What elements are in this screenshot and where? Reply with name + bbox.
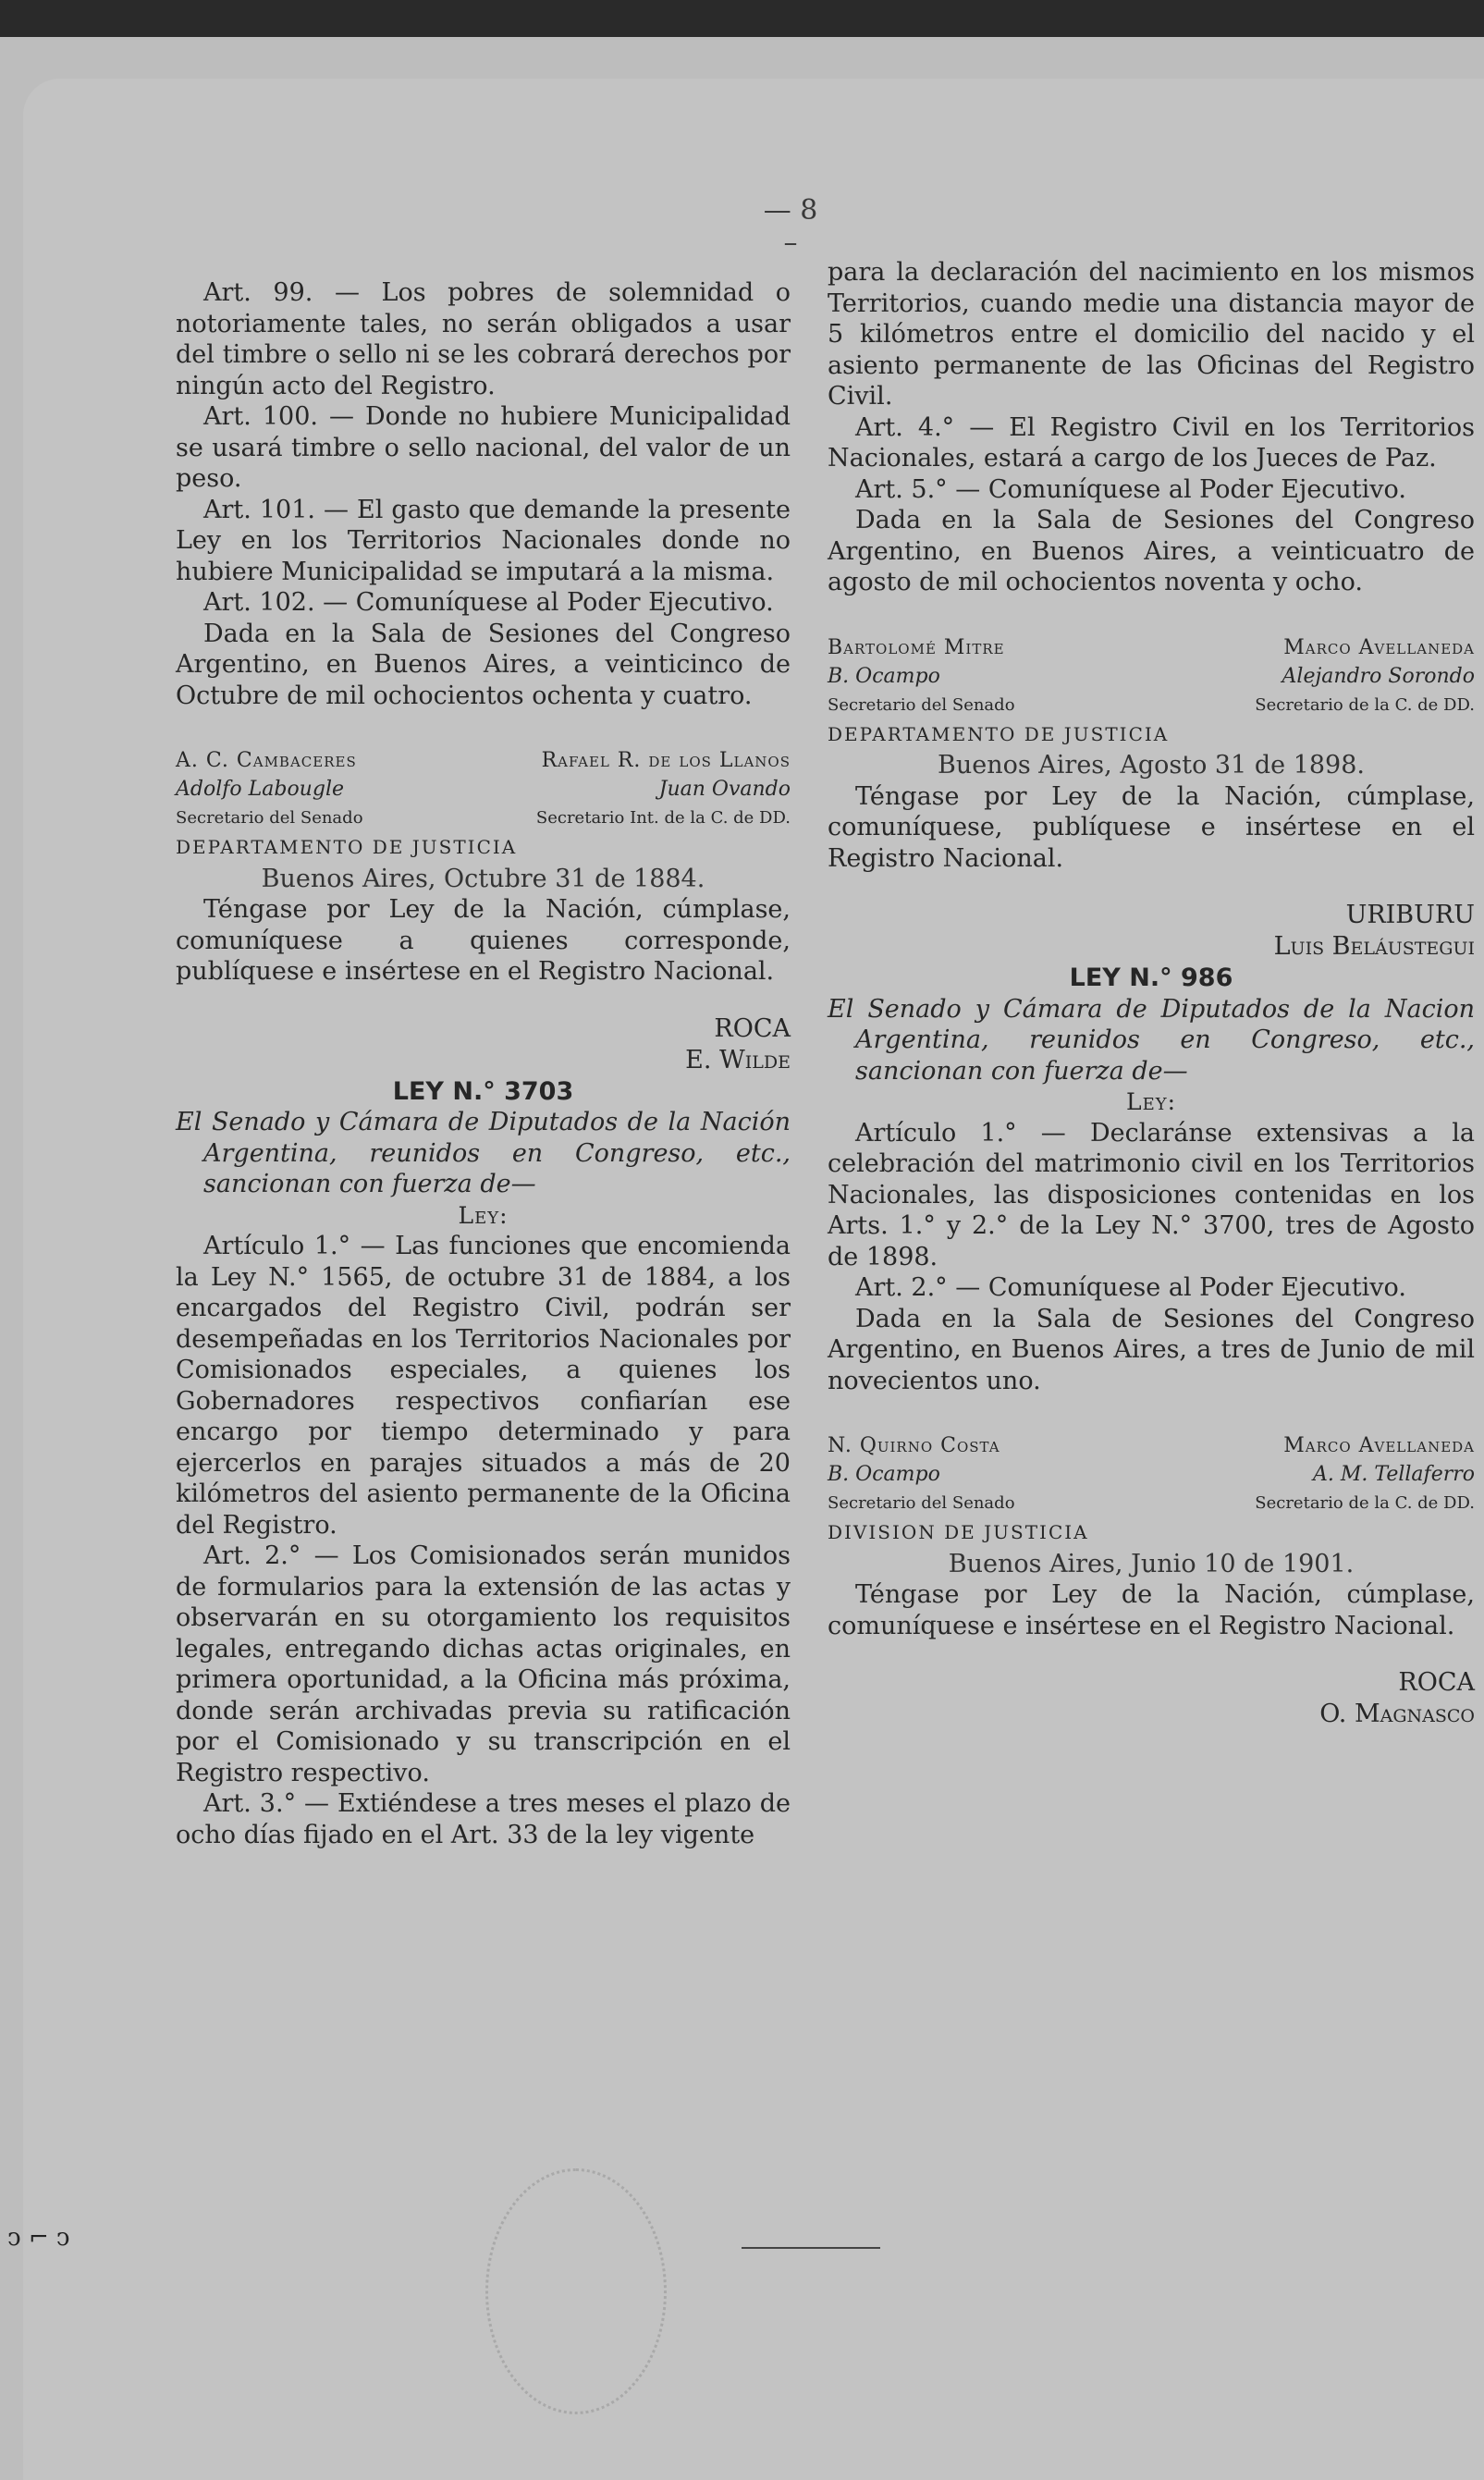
signer-name: Marco Avellaneda <box>1283 635 1475 659</box>
left-column <box>176 277 791 1850</box>
promulgation-decree: Téngase por Ley de la Nación, cúmplase, comuníquese e insértese en el Registro Nacional. <box>828 1580 1475 1640</box>
secretary-name: A. M. Tellaferro <box>1312 1463 1475 1486</box>
signature-block <box>176 746 791 832</box>
signer-name: Rafael R. de los Llanos <box>541 749 791 772</box>
department-heading: DEPARTAMENTO DE JUSTICIA <box>176 836 518 858</box>
signer-name: Marco Avellaneda <box>1283 1434 1475 1457</box>
signer-minister: Luis Beláustegui <box>1273 932 1475 961</box>
secretary-name: Juan Ovando <box>658 778 791 801</box>
law-preamble: El Senado y Cámara de Diputados de la Nación Argentina, reunidos en Congreso, etc., sancionan con fuerza de— <box>176 1108 791 1198</box>
article-101: Art. 101. — El gasto que demande la presente Ley en los Territorios Nacionales donde no hubiere Municipalidad se imputará a la misma. <box>176 495 791 586</box>
article-99: Art. 99. — Los pobres de solemnidad o notoriamente tales, no serán obligados a usar del timbre o sello ni se les cobrará derechos por ningún acto del Registro. <box>176 278 791 400</box>
ley-heading: Ley: <box>458 1201 509 1229</box>
law-article-1: Artículo 1.° — Declaránse extensivas a la celebración del matrimonio civil en los Territorios Nacionales, las disposiciones contenidas en los Arts. 1.° y 2.° de la Ley N.° 3700, tres de Agosto de 1898. <box>828 1118 1475 1271</box>
law-article-3: Art. 3.° — Extiéndese a tres meses el plazo de ocho días fijado en el Art. 33 de la ley vigente <box>176 1789 791 1849</box>
signer-minister: O. Magnasco <box>1319 1700 1475 1728</box>
signature-block <box>828 1431 1475 1517</box>
article-102: Art. 102. — Comuníquese al Poder Ejecutivo. <box>203 588 774 617</box>
enactment-clause: Dada en la Sala de Sesiones del Congreso Argentino, en Buenos Aires, a tres de Junio de mil novecientos uno. <box>828 1304 1475 1395</box>
right-column <box>828 257 1475 1730</box>
decree-date: Buenos Aires, Agosto 31 de 1898. <box>938 751 1365 780</box>
signer-president: URIBURU <box>1345 901 1475 929</box>
article-100: Art. 100. — Donde no hubiere Municipalidad se usará timbre o sello nacional, del valor de un peso. <box>176 402 791 493</box>
law-article-5: Art. 5.° — Comuníquese al Poder Ejecutivo. <box>855 474 1406 504</box>
signature-chamber <box>536 746 791 832</box>
signer-name: N. Quirno Costa <box>828 1434 1000 1457</box>
promulgation-decree: Téngase por Ley de la Nación, cúmplase, comuníquese a quienes corresponde, publíquese e insértese en el Registro Nacional. <box>176 895 791 986</box>
law-article-1: Artículo 1.° — Las funciones que encomienda la Ley N.° 1565, de octubre 31 de 1884, a los encargados del Registro Civil, podrán ser desempeñadas en los Territorios Nacionales por Comisionados especiales, a quienes los Gobernadores respectivos confiarían ese encargo por tiempo determinado y para ejercerlos en parajes situados a más de 20 kilómetros del asiento permanente de la Oficina del Registro. <box>176 1232 791 1540</box>
law-preamble: El Senado y Cámara de Diputados de la Nacion Argentina, reunidos en Congreso, etc., sancionan con fuerza de— <box>828 994 1475 1086</box>
enactment-clause: Dada en la Sala de Sesiones del Congreso Argentino, en Buenos Aires, a veinticinco de Octubre de mil ochocientos ochenta y cuatro. <box>176 619 791 710</box>
department-heading: DEPARTAMENTO DE JUSTICIA <box>828 722 1170 745</box>
signer-minister: E. Wilde <box>685 1045 791 1074</box>
signer-name: A. C. Cambaceres <box>176 749 357 772</box>
article-3-continuation: para la declaración del nacimiento en los mismos Territorios, cuando medie una distancia mayor de 5 kilómetros entre el domicilio del nacido y el asiento permanente de las Oficinas del Registro Civil. <box>828 258 1475 411</box>
page-number: — 8 – <box>763 194 818 259</box>
secretary-name: Adolfo Labougle <box>176 778 344 801</box>
signature-senate <box>176 746 363 832</box>
ley-heading: Ley: <box>1125 1088 1177 1115</box>
decree-date: Buenos Aires, Octubre 31 de 1884. <box>261 864 705 893</box>
enactment-clause: Dada en la Sala de Sesiones del Congreso Argentino, en Buenos Aires, a veinticuatro de agosto de mil ochocientos noventa y ocho. <box>828 506 1475 596</box>
signature-chamber <box>1255 1431 1475 1517</box>
signer-name: Bartolomé Mitre <box>828 635 1005 659</box>
decree-date: Buenos Aires, Junio 10 de 1901. <box>948 1549 1355 1578</box>
secretary-name: Alejandro Sorondo <box>1282 664 1475 688</box>
signature-chamber <box>1255 633 1475 719</box>
secretary-role: Secretario del Senado <box>828 694 1015 715</box>
secretary-name: B. Ocampo <box>828 664 940 688</box>
secretary-role: Secretario del Senado <box>828 1493 1015 1513</box>
law-title: LEY N.° 3703 <box>392 1076 574 1106</box>
footer-rule <box>742 2247 880 2249</box>
signature-senate <box>828 1431 1015 1517</box>
department-heading: DIVISION DE JUSTICIA <box>828 1521 1089 1543</box>
signer-president: ROCA <box>714 1013 791 1043</box>
secretary-name: B. Ocampo <box>828 1463 940 1486</box>
law-article-4: Art. 4.° — El Registro Civil en los Territorios Nacionales, estará a cargo de los Jueces de Paz. <box>828 412 1475 473</box>
signature-senate <box>828 633 1015 719</box>
secretary-role: Secretario de la C. de DD. <box>1255 1493 1475 1513</box>
law-title: LEY N.° 986 <box>1069 964 1233 992</box>
secretary-role: Secretario de la C. de DD. <box>1255 694 1475 715</box>
executive-signers <box>828 900 1475 963</box>
executive-signers <box>176 1013 791 1076</box>
signer-president: ROCA <box>1398 1668 1475 1697</box>
law-article-2: Art. 2.° — Los Comisionados serán munidos de formularios para la extensión de las actas y observarán en su otorgamiento los requisitos legales, entregando dichas actas originales, en primera oportunidad, a la Oficina más próxima, donde serán archivadas previa su ratificación por el Comisionado y su transcripción en el Registro respectivo. <box>176 1541 791 1787</box>
law-article-2: Art. 2.° — Comuníquese al Poder Ejecutivo. <box>855 1273 1406 1302</box>
promulgation-decree: Téngase por Ley de la Nación, cúmplase, comuníquese, publíquese e insértese en el Registro Nacional. <box>828 781 1475 873</box>
ink-blot: ↄ ⌐ ↄ <box>7 2224 70 2252</box>
faded-stamp <box>485 2168 667 2414</box>
signature-block <box>828 633 1475 719</box>
secretary-role: Secretario del Senado <box>176 808 363 828</box>
secretary-role: Secretario Int. de la C. de DD. <box>535 808 791 828</box>
executive-signers <box>828 1667 1475 1730</box>
